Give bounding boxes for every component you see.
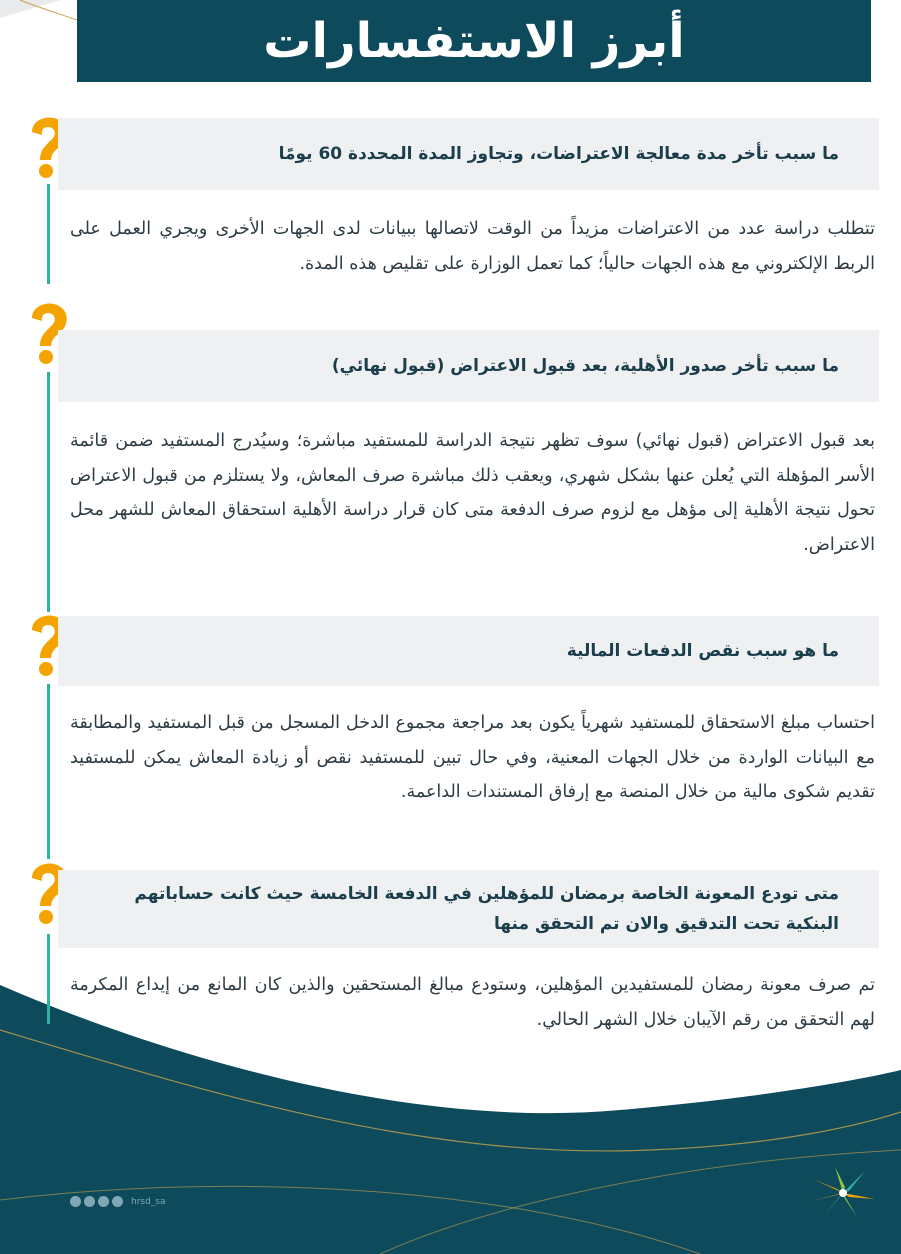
youtube-icon[interactable] [98,1196,109,1207]
twitter-icon[interactable] [70,1196,81,1207]
question-box [58,118,879,190]
instagram-icon[interactable] [84,1196,95,1207]
timeline-line [47,934,50,1024]
answer-text: تتطلب دراسة عدد من الاعتراضات مزيداً من الوقت لاتصالها ببيانات لدى الجهات الأخرى ويجري العمل على الربط الإلكتروني مع هذه الجهات حالياً؛ كما تعمل الوزارة على تقليص هذه المدة. [70,219,875,274]
page-title: أبرز الاستفسارات [77,0,871,82]
answer-text: احتساب مبلغ الاستحقاق للمستفيد شهرياً يكون بعد مراجعة مجموع الدخل المسجل من قبل المستفيد والمطابقة مع البيانات الواردة من خلال الجهات المعنية، وفي حال تبين للمستفيد نقص أو زيادة المعاش يمكن للمستفيد تقديم شكوى مالية من خلال المنصة مع إرفاق المستندات الداعمة. [70,713,875,802]
question-text: ما سبب تأخر مدة معالجة الاعتراضات، وتجاوز المدة المحددة 60 يومًا [278,144,839,164]
timeline-line [47,184,50,284]
snapchat-icon[interactable] [112,1196,123,1207]
timeline-line [47,684,50,859]
question-text: متى تودع المعونة الخاصة برمضان للمؤهلين في الدفعة الخامسة حيث كانت حساباتهم البنكية تحت التدقيق والان تم التحقق منها [134,884,839,934]
question-box [58,330,879,402]
question-box [58,616,879,686]
ministry-logo-icon [805,1163,880,1221]
answer-text: بعد قبول الاعتراض (قبول نهائي) سوف تظهر نتيجة الدراسة للمستفيد مباشرة؛ وسيُدرج المستفيد ضمن قائمة الأسر المؤهلة التي يُعلن عنها بشكل شهري، ويعقب ذلك مباشرة صرف المعاش، ولا يستلزم من قبول الاعتراض تحول نتيجة الأهلية إلى مؤهل مع لزوم صرف الدفعة متى كان قرار دراسة الأهلية استحقاق المعاش للشهر محل الاعتراض. [70,431,875,555]
question-text: ما سبب تأخر صدور الأهلية، بعد قبول الاعتراض (قبول نهائي) [331,356,839,376]
social-handle: hrsd_sa [131,1196,166,1207]
question-box [58,870,879,948]
question-text: ما هو سبب نقص الدفعات المالية [566,641,839,661]
timeline-line [47,372,50,612]
answer-text: تم صرف معونة رمضان للمستفيدين المؤهلين، وستودع مبالغ المستحقين والذين كان المانع من إيداع المكرمة لهم التحقق من رقم الآيبان خلال الشهر الحالي. [70,975,875,1030]
social-links [70,1196,166,1207]
